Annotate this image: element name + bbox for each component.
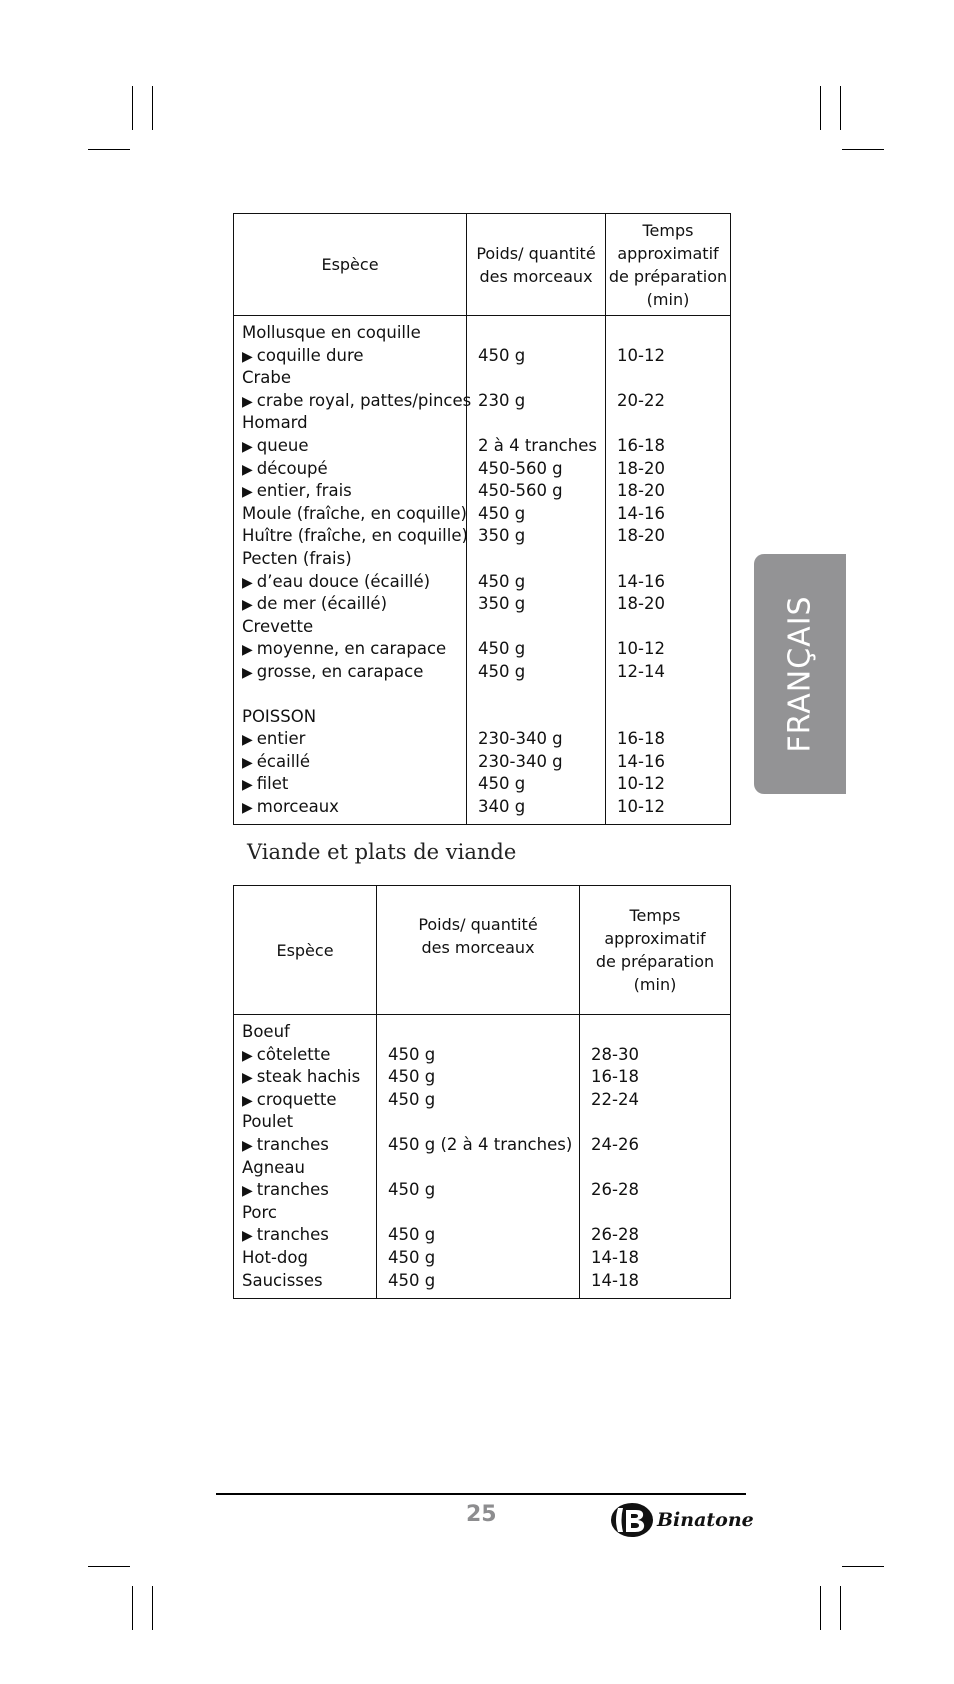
brand-name: Binatone (657, 1509, 754, 1531)
header-time-line: Temps (629, 906, 681, 925)
crop-mark (820, 1586, 821, 1630)
time-cell: 26-28 (591, 1225, 639, 1245)
weight-cell: 230 g (478, 390, 526, 410)
species-text: filet (256, 774, 289, 794)
bullet-arrow-icon: ▶ (242, 1183, 253, 1200)
weight-cell: 450 g (388, 1225, 436, 1245)
species-cell (234, 525, 466, 548)
species-text: de mer (écaillé) (256, 594, 388, 614)
species-text: Saucisses (242, 1270, 323, 1290)
header-time (580, 886, 731, 1015)
header-time-line: de préparation (595, 952, 715, 971)
species-text: écaillé (256, 751, 311, 771)
species-cell (234, 593, 466, 616)
species-text: entier, frais (256, 481, 352, 501)
species-text: moyenne, en carapace (256, 639, 447, 659)
bullet-arrow-icon: ▶ (242, 642, 253, 659)
meat-cooking-table (233, 885, 731, 1299)
weight-cell: 450 g (478, 661, 526, 681)
header-time-line: (min) (633, 975, 677, 994)
header-weight-line: des morceaux (421, 938, 535, 957)
header-time (606, 214, 731, 316)
time-column (580, 1015, 731, 1299)
weight-cell: 450 g (478, 571, 526, 591)
species-text: Homard (242, 413, 308, 433)
weight-column (377, 1015, 580, 1299)
species-text: tranches (256, 1180, 329, 1200)
bullet-arrow-icon: ▶ (242, 1228, 253, 1245)
time-cell: 16-18 (591, 1067, 639, 1087)
weight-cell: 450-560 g (478, 458, 563, 478)
species-cell (234, 480, 466, 503)
weight-cell: 450 g (388, 1247, 436, 1267)
seafood-cooking-table (233, 213, 731, 825)
crop-mark (840, 1586, 841, 1630)
time-cell: 14-16 (617, 503, 665, 523)
time-cell (606, 412, 730, 435)
brand-logo (610, 1500, 754, 1540)
weight-cell: 230-340 g (478, 729, 563, 749)
species-text: Moule (fraîche, en coquille) (242, 503, 467, 523)
species-text: côtelette (256, 1044, 331, 1064)
time-cell: 18-20 (617, 458, 665, 478)
language-label: FRANÇAIS (782, 595, 818, 753)
weight-cell (467, 412, 605, 435)
species-cell (234, 1089, 376, 1112)
time-cell (580, 1111, 730, 1134)
species-text: Mollusque en coquille (242, 323, 421, 342)
weight-cell: 350 g (478, 526, 526, 546)
time-cell: 18-20 (617, 594, 665, 614)
weight-cell (467, 548, 605, 571)
weight-cell (377, 1157, 579, 1180)
weight-cell: 450 g (2 à 4 tranches) (388, 1134, 573, 1154)
bullet-arrow-icon: ▶ (242, 574, 253, 591)
species-text: POISSON (242, 706, 317, 726)
weight-cell: 450 g (388, 1044, 436, 1064)
time-cell: 14-16 (617, 571, 665, 591)
species-cell (234, 1021, 376, 1044)
weight-cell: 450-560 g (478, 481, 563, 501)
species-cell (234, 1066, 376, 1089)
species-text: d’eau douce (écaillé) (256, 571, 431, 591)
species-cell (234, 322, 466, 345)
crop-mark (88, 149, 130, 150)
species-text: queue (256, 435, 309, 455)
row-spacer (467, 684, 605, 706)
species-cell (234, 728, 466, 751)
time-cell (606, 706, 730, 729)
species-text: découpé (256, 458, 328, 478)
species-text: grosse, en carapace (256, 661, 424, 681)
species-cell (234, 458, 466, 481)
species-cell (234, 773, 466, 796)
time-cell: 16-18 (617, 729, 665, 749)
footer-rule (216, 1493, 746, 1495)
bullet-arrow-icon: ▶ (242, 348, 253, 365)
species-text: morceaux (256, 796, 339, 816)
species-text: Agneau (242, 1157, 305, 1177)
bullet-arrow-icon: ▶ (242, 1092, 253, 1109)
time-cell: 16-18 (617, 435, 665, 455)
species-text: Poulet (242, 1112, 294, 1132)
time-cell: 20-22 (617, 390, 665, 410)
weight-cell: 230-340 g (478, 751, 563, 771)
bullet-arrow-icon: ▶ (242, 777, 253, 794)
time-cell (606, 548, 730, 571)
species-cell (234, 1202, 376, 1225)
crop-mark (820, 86, 821, 130)
bullet-arrow-icon: ▶ (242, 799, 253, 816)
species-text: tranches (256, 1225, 329, 1245)
bullet-arrow-icon: ▶ (242, 1070, 253, 1087)
bullet-arrow-icon: ▶ (242, 438, 253, 455)
crop-mark (132, 86, 133, 130)
language-tab (754, 554, 846, 794)
time-cell: 10-12 (617, 796, 665, 816)
header-weight-line: Poids/ quantité (476, 243, 596, 263)
time-cell: 14-18 (591, 1247, 639, 1267)
time-cell: 14-18 (591, 1270, 639, 1290)
species-cell (234, 503, 466, 526)
species-cell (234, 345, 466, 368)
weight-cell (467, 322, 605, 345)
crop-mark (840, 86, 841, 130)
weight-cell: 2 à 4 tranches (478, 435, 597, 455)
page-number: 25 (466, 1502, 497, 1527)
row-spacer (606, 684, 730, 706)
species-text: Porc (242, 1202, 277, 1222)
row-spacer (234, 684, 466, 706)
species-text: steak hachis (256, 1067, 361, 1087)
species-text: Pecten (frais) (242, 548, 352, 568)
species-cell (234, 412, 466, 435)
species-cell (234, 390, 472, 413)
species-cell (234, 751, 466, 774)
weight-cell: 450 g (388, 1067, 436, 1087)
header-time-line: de préparation (608, 266, 728, 286)
weight-cell: 450 g (388, 1270, 436, 1290)
time-cell: 10-12 (617, 639, 665, 659)
crop-mark (152, 86, 153, 130)
time-cell: 12-14 (617, 661, 665, 681)
weight-cell: 450 g (478, 503, 526, 523)
species-cell (234, 1224, 376, 1247)
header-time-line: (min) (646, 289, 690, 309)
species-cell (234, 1157, 376, 1180)
weight-cell: 450 g (388, 1089, 436, 1109)
header-species: Espèce (234, 886, 377, 1015)
species-cell (234, 638, 466, 661)
species-cell (234, 796, 466, 819)
weight-cell (467, 616, 605, 639)
species-cell (234, 661, 466, 684)
header-time-line: approximatif (617, 243, 719, 263)
crop-mark (132, 1586, 133, 1630)
time-cell (606, 616, 730, 639)
weight-cell: 450 g (478, 345, 526, 365)
crop-mark (842, 1566, 884, 1567)
species-text: Crevette (242, 616, 314, 636)
species-text: entier (256, 729, 306, 749)
species-cell (234, 367, 466, 390)
header-species: Espèce (234, 214, 467, 316)
binatone-logo-icon (610, 1502, 654, 1538)
weight-cell: 340 g (478, 796, 526, 816)
species-cell (234, 706, 466, 729)
species-text: Boeuf (242, 1022, 290, 1041)
header-weight-line: Poids/ quantité (418, 915, 538, 934)
weight-cell (377, 1111, 579, 1134)
species-text: Hot-dog (242, 1247, 308, 1267)
header-weight (377, 886, 580, 1015)
bullet-arrow-icon: ▶ (242, 1047, 253, 1064)
species-text: crabe royal, pattes/pinces (256, 390, 472, 410)
time-cell (606, 322, 730, 345)
species-cell (234, 1111, 376, 1134)
weight-cell (377, 1202, 579, 1225)
header-weight-line: des morceaux (479, 266, 593, 286)
species-cell (234, 1044, 376, 1067)
species-cell (234, 1270, 376, 1293)
species-text: Crabe (242, 368, 292, 388)
crop-mark (842, 149, 884, 150)
species-cell (234, 435, 466, 458)
weight-cell (377, 1021, 579, 1044)
time-cell (580, 1202, 730, 1225)
weight-column (467, 316, 606, 825)
time-cell: 24-26 (591, 1134, 639, 1154)
species-text: croquette (256, 1089, 337, 1109)
time-cell: 14-16 (617, 751, 665, 771)
weight-cell (467, 367, 605, 390)
species-column (234, 316, 472, 825)
weight-cell: 450 g (478, 774, 526, 794)
time-cell: 10-12 (617, 774, 665, 794)
weight-cell: 350 g (478, 594, 526, 614)
species-column (234, 1015, 377, 1299)
species-cell (234, 1179, 376, 1202)
weight-cell: 450 g (478, 639, 526, 659)
bullet-arrow-icon: ▶ (242, 754, 253, 771)
bullet-arrow-icon: ▶ (242, 664, 253, 681)
header-time-line: Temps (642, 220, 694, 240)
time-cell: 22-24 (591, 1089, 639, 1109)
weight-cell (467, 706, 605, 729)
species-cell (234, 571, 466, 594)
species-cell (234, 616, 466, 639)
bullet-arrow-icon: ▶ (242, 597, 253, 614)
crop-mark (88, 1566, 130, 1567)
species-text: coquille dure (256, 345, 364, 365)
weight-cell: 450 g (388, 1180, 436, 1200)
species-cell (234, 548, 466, 571)
time-cell: 18-20 (617, 526, 665, 546)
meat-section-title: Viande et plats de viande (247, 840, 517, 864)
header-weight (467, 214, 606, 316)
time-column (606, 316, 731, 825)
species-text: tranches (256, 1134, 329, 1154)
time-cell (606, 367, 730, 390)
bullet-arrow-icon: ▶ (242, 461, 253, 478)
bullet-arrow-icon: ▶ (242, 393, 253, 410)
bullet-arrow-icon: ▶ (242, 1137, 253, 1154)
time-cell: 26-28 (591, 1180, 639, 1200)
species-cell (234, 1247, 376, 1270)
bullet-arrow-icon: ▶ (242, 732, 253, 749)
species-cell (234, 1134, 376, 1157)
species-text: Huître (fraîche, en coquille) (242, 526, 468, 546)
crop-mark (152, 1586, 153, 1630)
time-cell: 18-20 (617, 481, 665, 501)
time-cell: 28-30 (591, 1044, 639, 1064)
bullet-arrow-icon: ▶ (242, 484, 253, 501)
time-cell: 10-12 (617, 345, 665, 365)
time-cell (580, 1157, 730, 1180)
header-time-line: approximatif (604, 929, 706, 948)
time-cell (580, 1021, 730, 1044)
